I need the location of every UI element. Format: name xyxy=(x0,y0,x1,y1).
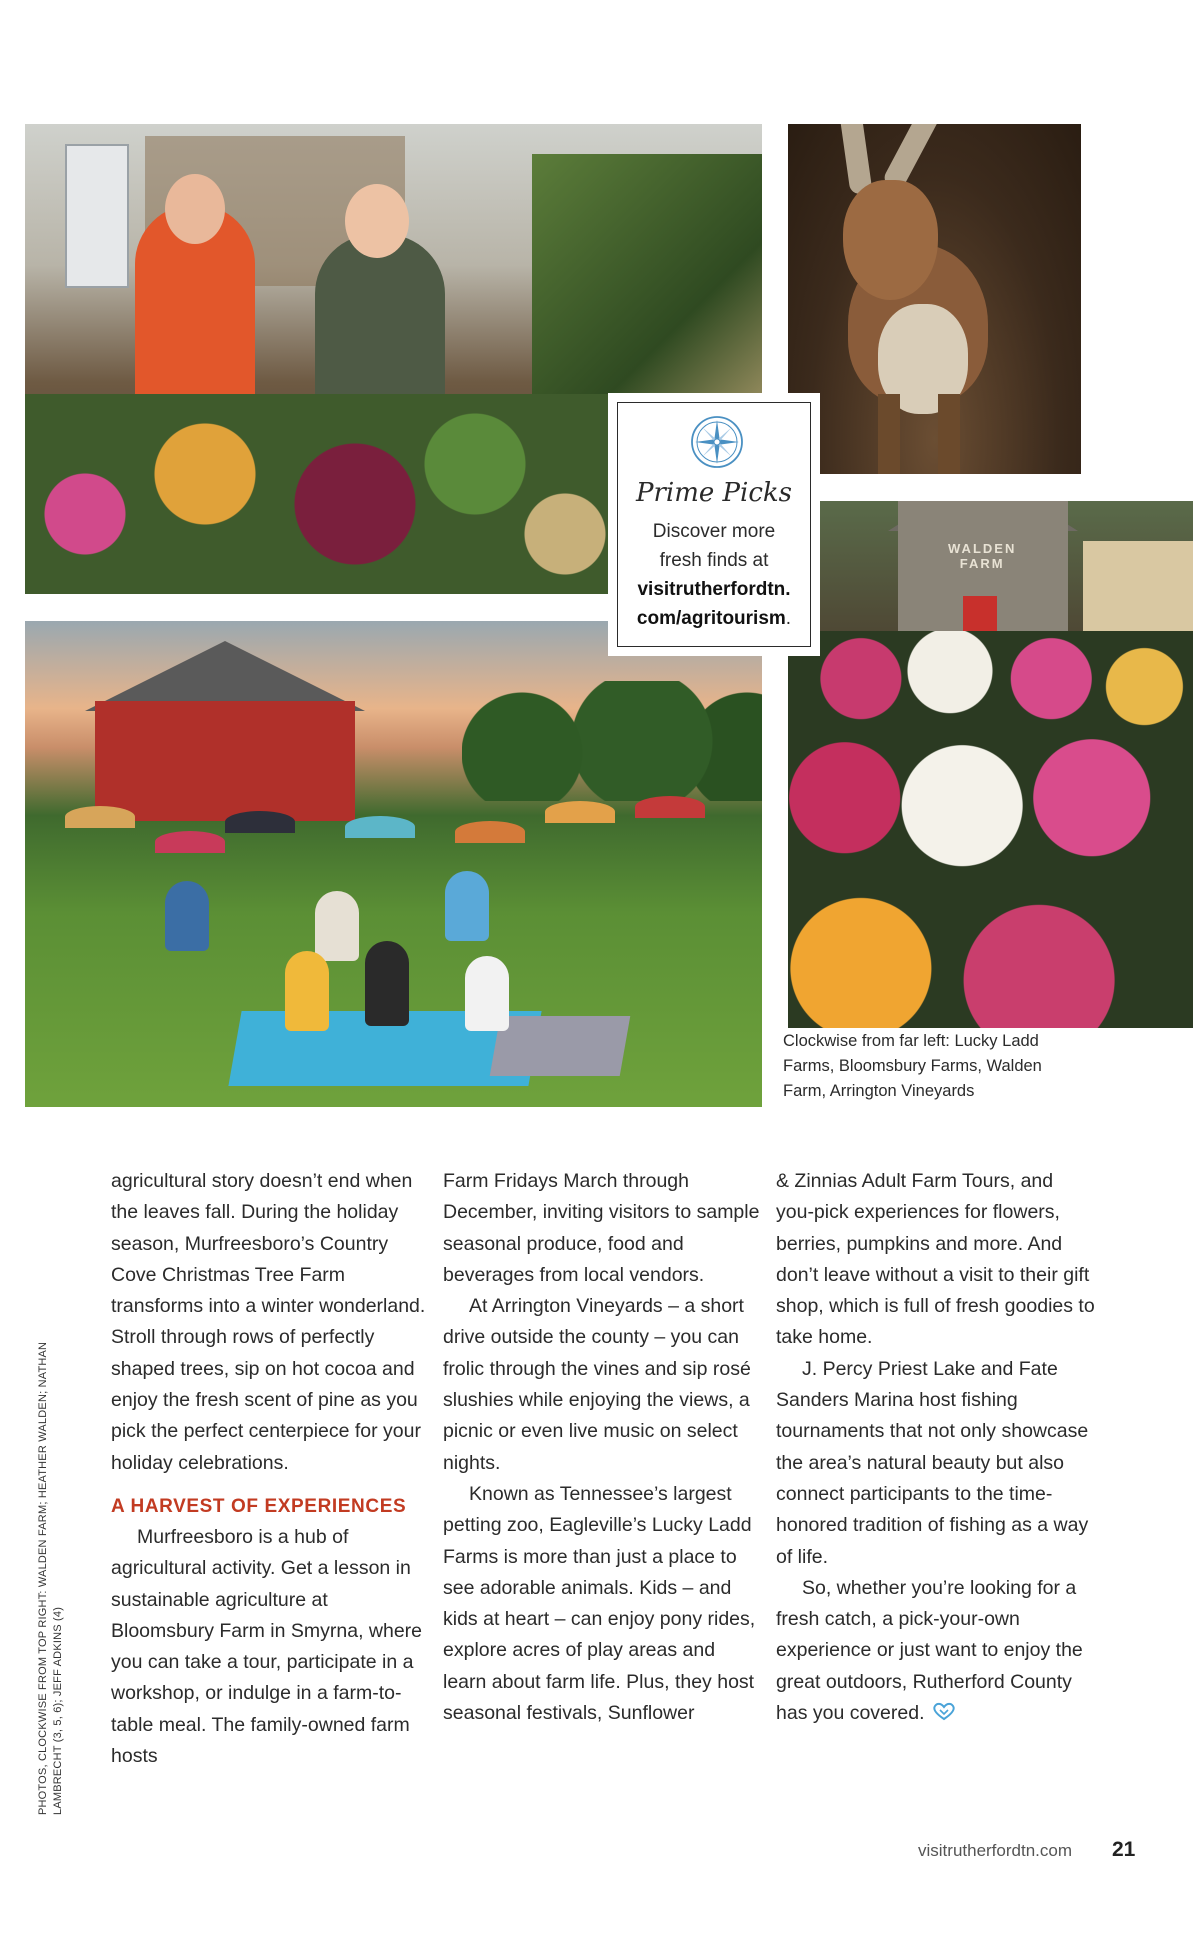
gray-blanket xyxy=(490,1016,631,1076)
paragraph: At Arrington Vineyards – a short drive outside the county – you can frolic through the vines and sip rosé slushies while enjoying the views, a picnic or even live music on select nights. xyxy=(443,1295,751,1474)
section-heading: A HARVEST OF EXPERIENCES xyxy=(111,1495,407,1517)
flower-bouquets xyxy=(25,394,625,594)
tree-line xyxy=(462,681,762,801)
footer-url[interactable]: visitrutherfordtn.com xyxy=(918,1841,1072,1860)
fridge-shape xyxy=(65,144,129,288)
prime-picks-line: fresh finds at xyxy=(659,550,769,571)
picnicker xyxy=(315,891,359,961)
mums-photo xyxy=(788,501,1193,1028)
goat-photo xyxy=(788,124,1081,474)
paragraph: J. Percy Priest Lake and Fate Sanders Marina host fishing tournaments that not only showcase the area’s natural beauty but also connect participants to the time-honored tradition of fishing as a way of life. xyxy=(776,1357,1089,1568)
red-barn xyxy=(95,701,355,821)
prime-picks-link[interactable]: com/agritourism. xyxy=(636,608,792,629)
paragraph: & Zinnias Adult Farm Tours, and you-pick experiences for flowers, berries, pumpkins and more. And don’t leave without a visit to their gift shop, which is full of fresh goodies to take home. xyxy=(776,1170,1095,1349)
paragraph: So, whether you’re looking for a fresh catch, a pick-your-own experience or just want to enjoy the great outdoors, Rutherford County has you covered. xyxy=(776,1576,1083,1725)
barn-sign: WALDEN FARM xyxy=(948,541,1017,571)
picnicker xyxy=(285,951,329,1031)
umbrella xyxy=(225,811,295,833)
prime-picks-link[interactable]: visitrutherfordtn. xyxy=(637,579,791,600)
picnicker xyxy=(365,941,409,1026)
paragraph: Known as Tennessee’s largest petting zoo, Eagleville’s Lucky Ladd Farms is more than just a place to see adorable animals. Kids – and kids at heart – can enjoy pony rides, explore acres of play areas and learn about farm life. Plus, they host seasonal festivals, Sunflower xyxy=(443,1482,756,1725)
umbrella xyxy=(635,796,705,818)
paragraph: agricultural story doesn’t end when the leaves fall. During the holiday season, Murfreesboro’s Country Cove Christmas Tree Farm transforms into a winter wonderland. Stroll through rows of perfectly shaped trees, sip on hot cocoa and enjoy the fresh scent of pine as you pick the perfect centerpiece for your holiday celebrations. xyxy=(111,1170,426,1474)
picnicker xyxy=(445,871,489,941)
woman-head xyxy=(165,174,225,244)
umbrella xyxy=(545,801,615,823)
vineyard-picnic-photo xyxy=(25,621,762,1107)
woman-head xyxy=(345,184,409,258)
goat-head xyxy=(843,180,938,300)
photo-credit: PHOTOS, CLOCKWISE FROM TOP RIGHT: WALDEN FARM; HEATHER WALDEN; NATHAN LAMBRECHT (3, 5, 6); JEFF ADKINS (4) xyxy=(37,1341,64,1815)
photo-caption: Clockwise from far left: Lucky Ladd Farms, Bloomsbury Farms, Walden Farm, Arrington Vineyards xyxy=(783,1032,1042,1100)
prime-picks-box xyxy=(611,396,817,653)
article-column-2 xyxy=(443,1166,763,1729)
prime-picks-text xyxy=(618,517,810,633)
prime-picks-line: Discover more xyxy=(652,521,776,542)
umbrella xyxy=(455,821,525,843)
prime-picks-title: Prime Picks xyxy=(635,478,792,508)
picnicker xyxy=(465,956,509,1031)
mum-flowers xyxy=(788,631,1193,1028)
goat-leg xyxy=(878,394,900,474)
heart-icon xyxy=(931,1701,957,1721)
paragraph: Farm Fridays March through December, inviting visitors to sample seasonal produce, food and beverages from local vendors. xyxy=(443,1170,760,1286)
page-number: 21 xyxy=(1112,1838,1136,1861)
compass-icon xyxy=(690,415,744,469)
picnicker xyxy=(165,881,209,951)
article-column-3 xyxy=(776,1166,1096,1729)
goat-leg xyxy=(938,394,960,474)
umbrella xyxy=(345,816,415,838)
umbrella xyxy=(65,806,135,828)
umbrella xyxy=(155,831,225,853)
paragraph: Murfreesboro is a hub of agricultural activity. Get a lesson in sustainable agriculture at Bloomsbury Farm in Smyrna, where you can take a tour, participate in a workshop, or indulge in a farm-to-table meal. The family-owned farm hosts xyxy=(111,1525,423,1768)
article-column-1 xyxy=(111,1166,431,1772)
